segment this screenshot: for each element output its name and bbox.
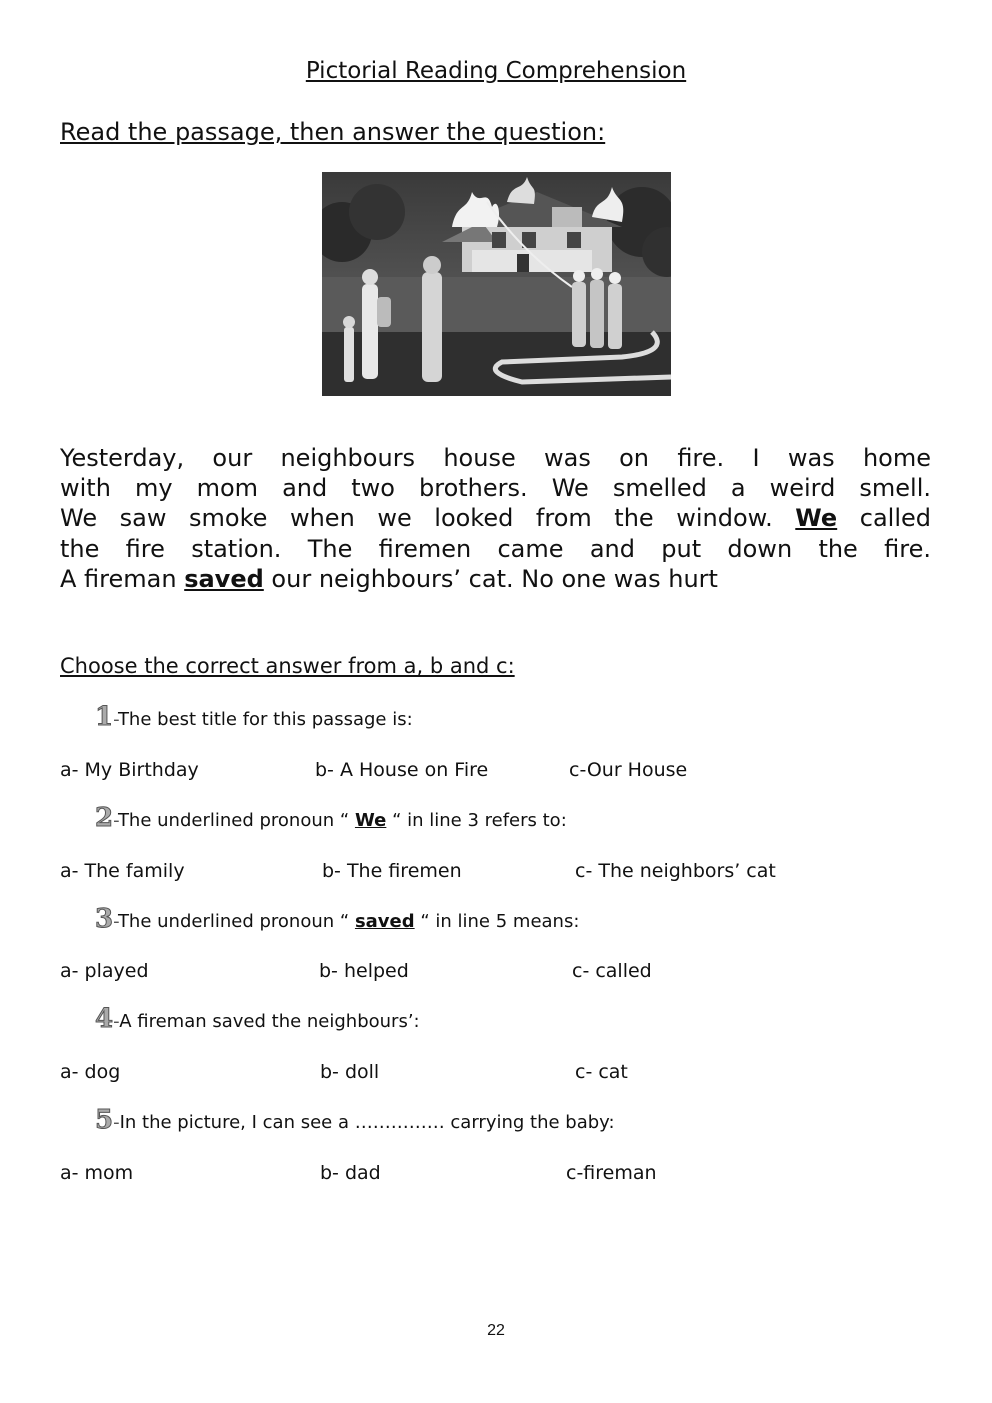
option-5a[interactable]: a- mom: [60, 1162, 134, 1184]
passage-line-3: We saw smoke when we looked from the window. We called: [60, 504, 931, 533]
question-text: The best title for this passage is:: [117, 709, 413, 730]
page-number: 22: [487, 1322, 505, 1339]
question-number: 2: [95, 803, 114, 833]
question-3: 3-The underlined pronoun “ saved “ in line 5 means:: [95, 904, 580, 934]
option-5c[interactable]: c-fireman: [566, 1162, 657, 1184]
question-number: 1: [95, 702, 114, 732]
question-4: 4-A fireman saved the neighbours’:: [95, 1004, 420, 1034]
passage-line-4: the fire station. The firemen came and put down the fire.: [60, 534, 931, 563]
instruction: Read the passage, then answer the question:: [60, 118, 606, 146]
passage-line-1: Yesterday, our neighbours house was on fire. I was home: [60, 444, 931, 472]
question-5: 5-In the picture, I can see a …………… carrying the baby:: [95, 1105, 615, 1135]
option-2b[interactable]: b- The firemen: [322, 860, 462, 882]
passage: [60, 443, 931, 594]
option-1a[interactable]: a- My Birthday: [60, 759, 199, 781]
underlined-pronoun-we: We: [795, 504, 838, 533]
choose-instruction: Choose the correct answer from a, b and c:: [60, 654, 515, 678]
option-1c[interactable]: c-Our House: [569, 759, 688, 781]
option-1b[interactable]: b- A House on Fire: [315, 759, 489, 781]
question-number: 3: [95, 904, 114, 934]
question-1: 1-The best title for this passage is:: [95, 702, 413, 732]
question-number: 5: [95, 1105, 114, 1135]
page-title: Pictorial Reading Comprehension: [305, 58, 687, 84]
option-3b[interactable]: b- helped: [319, 960, 409, 982]
question-number: 4: [95, 1004, 114, 1034]
option-2c[interactable]: c- The neighbors’ cat: [575, 860, 776, 882]
passage-line-2: with my mom and two brothers. We smelled a weird smell.: [60, 474, 931, 503]
option-2a[interactable]: a- The family: [60, 860, 185, 882]
question-text: In the picture, I can see a …………… carrying the baby:: [119, 1112, 615, 1133]
house-fire-illustration: [322, 172, 671, 396]
option-5b[interactable]: b- dad: [320, 1162, 381, 1184]
option-3a[interactable]: a- played: [60, 960, 149, 982]
passage-line-5: A fireman saved our neighbours’ cat. No one was hurt: [60, 564, 718, 593]
question-2: 2-The underlined pronoun “ We “ in line 3 refers to:: [95, 803, 567, 833]
option-4b[interactable]: b- doll: [320, 1061, 380, 1083]
question-text: A fireman saved the neighbours’:: [119, 1011, 420, 1032]
option-3c[interactable]: c- called: [572, 960, 652, 982]
option-4a[interactable]: a- dog: [60, 1061, 121, 1083]
option-4c[interactable]: c- cat: [575, 1061, 628, 1083]
underlined-word-saved: saved: [184, 564, 264, 593]
